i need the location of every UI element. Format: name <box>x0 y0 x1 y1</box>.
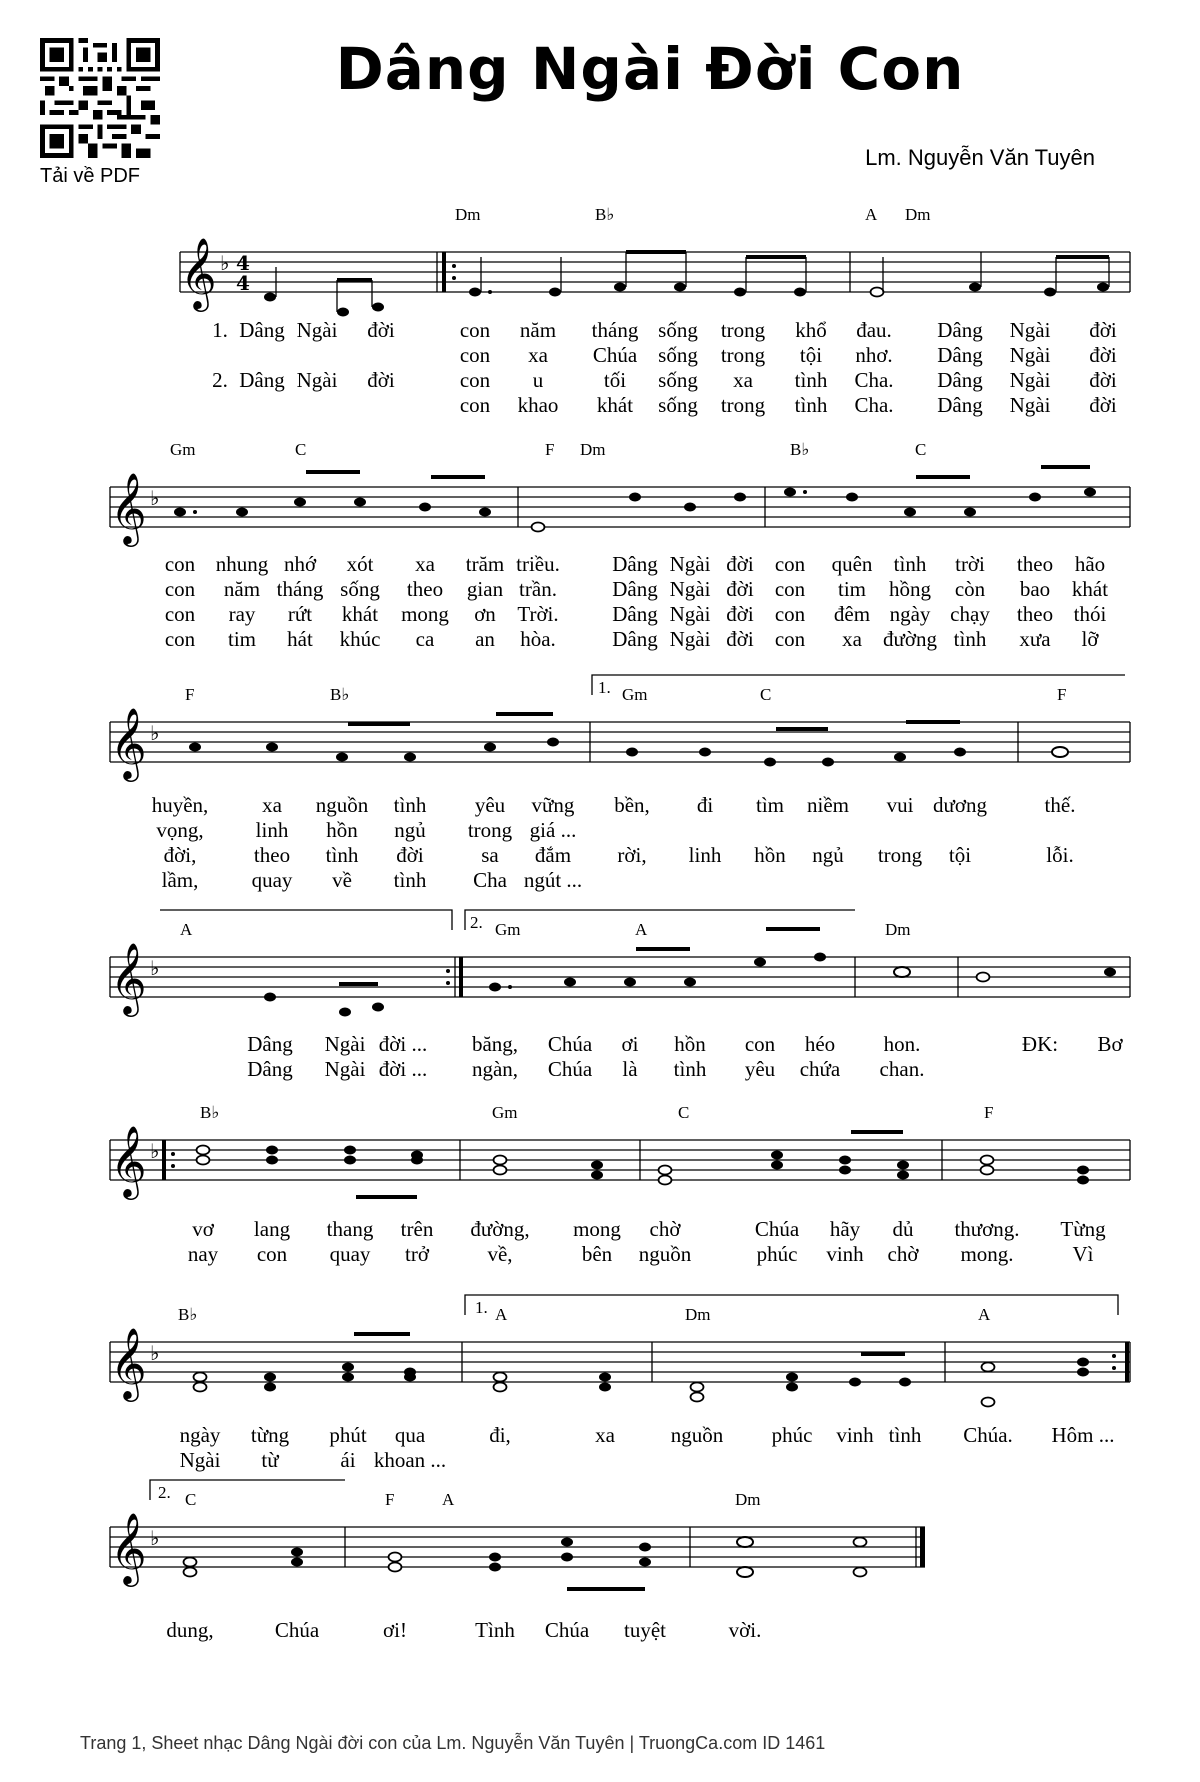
lyric-syllable: nhung <box>215 552 269 576</box>
lyric-syllable: nguồn <box>670 1423 724 1447</box>
lyric-syllable: khát <box>596 393 634 417</box>
lyric-syllable: 2. <box>212 368 228 392</box>
lyric-syllable: chan. <box>879 1057 925 1081</box>
svg-text:♭: ♭ <box>150 1341 160 1365</box>
lyric-syllable: về, <box>487 1242 513 1266</box>
lyric-syllable: dủ <box>892 1217 914 1241</box>
svg-text:𝄞: 𝄞 <box>110 1124 147 1197</box>
lyric-syllable: Dâng <box>247 1032 293 1056</box>
lyric-syllable: con <box>459 393 491 417</box>
volta-2-label: 2. <box>158 1483 171 1502</box>
lyric-syllable: vui <box>886 793 914 817</box>
lyric-syllable: đường, <box>470 1217 530 1241</box>
lyric-syllable: đời <box>1089 318 1117 342</box>
lyric-syllable: niềm <box>807 793 849 817</box>
lyric-syllable: xót <box>346 552 374 576</box>
lyric-syllable: ngàn, <box>471 1057 519 1081</box>
lyric-syllable: con <box>774 552 806 576</box>
lyric-syllable: qua <box>394 1423 426 1447</box>
svg-text:𝄞: 𝄞 <box>110 941 147 1014</box>
lyric-syllable: con <box>459 318 491 342</box>
lyric-syllable: đời <box>396 843 424 867</box>
chord-symbol: Dm <box>885 920 911 939</box>
lyric-syllable: bền, <box>614 793 650 817</box>
svg-text:𝄞: 𝄞 <box>110 1511 147 1584</box>
lyric-syllable: nguồn <box>315 793 369 817</box>
lyric-syllable: xa <box>528 343 548 367</box>
music-system-4 <box>0 905 1200 1095</box>
qr-download-label[interactable]: Tải về PDF <box>40 165 141 187</box>
lyric-syllable: trời <box>955 552 985 576</box>
lyric-syllable: vinh <box>836 1423 874 1447</box>
chord-symbol: B♭ <box>790 440 810 459</box>
lyric-syllable: chạy <box>950 602 990 626</box>
lyric-syllable: đời <box>1089 393 1117 417</box>
lyric-syllable: trên <box>400 1217 434 1241</box>
lyric-syllable: huyền, <box>151 793 209 817</box>
lyric-syllable: Cha. <box>854 393 894 417</box>
lyric-syllable: trong <box>467 818 513 842</box>
lyric-syllable: sa <box>481 843 499 867</box>
lyric-syllable: chờ <box>887 1242 919 1266</box>
chord-symbol: F <box>984 1103 994 1122</box>
lyric-syllable: ray <box>228 602 256 626</box>
lyric-syllable: Dâng <box>612 602 658 626</box>
chord-symbol: C <box>760 685 772 704</box>
lyric-syllable: tội <box>799 343 823 367</box>
svg-text:4: 4 <box>236 251 250 275</box>
lyric-syllable: quay <box>251 868 293 892</box>
lyric-syllable: đi, <box>489 1423 511 1447</box>
lyric-syllable: trong <box>720 343 766 367</box>
chord-symbol: Dm <box>735 1490 761 1509</box>
lyric-syllable: Chúa <box>274 1618 320 1642</box>
lyric-syllable: nhơ. <box>855 343 893 367</box>
lyric-syllable: Ngài <box>669 552 711 576</box>
svg-text:♭: ♭ <box>150 721 160 745</box>
svg-text:♭: ♭ <box>150 956 160 980</box>
chord-symbol: A <box>978 1305 991 1324</box>
lyric-syllable: ơi! <box>383 1618 407 1642</box>
chord-symbol: F <box>545 440 555 459</box>
lyric-syllable: sống <box>340 577 380 601</box>
chord-symbol: Dm <box>580 440 606 459</box>
svg-text:𝄞: 𝄞 <box>110 471 147 544</box>
lyric-syllable: Ngài <box>324 1057 366 1081</box>
lyric-syllable: thang <box>326 1217 374 1241</box>
lyric-syllable: đi <box>696 793 714 817</box>
lyric-syllable: Ngài <box>1009 318 1051 342</box>
svg-text:𝄞: 𝄞 <box>110 706 147 779</box>
lyric-syllable: Dâng <box>239 368 285 392</box>
lyric-syllable: dung, <box>166 1618 214 1642</box>
lyric-syllable: nguồn <box>638 1242 692 1266</box>
lyric-syllable: đường <box>883 627 937 651</box>
lyric-syllable: tội <box>948 843 972 867</box>
lyric-syllable: theo <box>406 577 444 601</box>
lyric-syllable: linh <box>688 843 722 867</box>
lyric-syllable: con <box>164 627 196 651</box>
lyric-syllable: đời <box>726 577 754 601</box>
lyric-syllable: tình <box>393 793 427 817</box>
lyric-syllable: ngút ... <box>523 868 583 892</box>
lyric-syllable: héo <box>804 1032 836 1056</box>
lyric-syllable: ca <box>415 627 435 651</box>
lyric-syllable: đời, <box>163 843 197 867</box>
lyric-syllable: vinh <box>826 1242 864 1266</box>
lyric-syllable: tháng <box>276 577 324 601</box>
lyric-syllable: Chúa <box>754 1217 800 1241</box>
lyric-syllable: khoan ... <box>373 1448 447 1472</box>
svg-text:♭: ♭ <box>150 1526 160 1550</box>
lyric-syllable: sống <box>658 318 698 342</box>
chord-symbol: Gm <box>622 685 648 704</box>
lyric-syllable: con <box>164 552 196 576</box>
lyric-syllable: lỗi. <box>1046 843 1074 867</box>
lyric-syllable: lỡ <box>1081 627 1099 651</box>
lyric-syllable: dương <box>933 793 987 817</box>
lyric-syllable: đời ... <box>378 1032 428 1056</box>
lyric-syllable: từng <box>250 1423 290 1447</box>
lyric-syllable: bao <box>1019 577 1051 601</box>
lyric-syllable: mong. <box>960 1242 1014 1266</box>
lyric-syllable: tìm <box>755 793 785 817</box>
lyric-syllable: Ngài <box>324 1032 366 1056</box>
svg-text:♭: ♭ <box>150 1139 160 1163</box>
lyric-syllable: con <box>164 577 196 601</box>
lyric-syllable: con <box>774 577 806 601</box>
lyric-syllable: ĐK: <box>1021 1032 1059 1056</box>
lyric-syllable: đời <box>1089 368 1117 392</box>
chord-symbol: F <box>1057 685 1067 704</box>
chord-symbol: F <box>385 1490 395 1509</box>
lyric-syllable: hãy <box>829 1217 861 1241</box>
lyric-syllable: đời ... <box>378 1057 428 1081</box>
lyric-syllable: rời, <box>617 843 647 867</box>
lyric-syllable: Dâng <box>937 318 983 342</box>
lyric-syllable: tim <box>837 577 867 601</box>
lyric-syllable: Ngài <box>1009 343 1051 367</box>
music-system-7 <box>0 1475 1200 1675</box>
lyric-syllable: con <box>744 1032 776 1056</box>
lyric-syllable: phút <box>329 1423 367 1447</box>
lyric-syllable: trăm <box>465 552 505 576</box>
chord-symbol: C <box>915 440 927 459</box>
lyric-syllable: đời <box>726 627 754 651</box>
svg-text:𝄞: 𝄞 <box>110 1326 147 1399</box>
lyric-syllable: ngày <box>889 602 931 626</box>
lyric-syllable: Ngài <box>296 368 338 392</box>
lyric-syllable: u <box>532 368 544 392</box>
lyric-syllable: thế. <box>1044 793 1076 817</box>
lyric-syllable: đời <box>367 318 395 342</box>
lyric-syllable: đời <box>367 368 395 392</box>
lyric-syllable: yêu <box>744 1057 776 1081</box>
lyric-syllable: ngủ <box>812 843 844 867</box>
lyric-syllable: Ngài <box>296 318 338 342</box>
lyric-syllable: Dâng <box>247 1057 293 1081</box>
lyric-syllable: ngủ <box>394 818 426 842</box>
chord-symbol: A <box>635 920 648 939</box>
lyric-syllable: hồn <box>326 818 358 842</box>
lyric-syllable: đời <box>1089 343 1117 367</box>
lyric-syllable: ơi <box>621 1032 639 1056</box>
chord-symbol: A <box>180 920 193 939</box>
lyric-syllable: còn <box>954 577 986 601</box>
svg-text:♭: ♭ <box>150 486 160 510</box>
lyric-syllable: sống <box>658 368 698 392</box>
lyric-syllable: về <box>332 868 352 892</box>
lyric-syllable: Bơ <box>1097 1032 1123 1056</box>
lyric-syllable: Vì <box>1072 1242 1094 1266</box>
lyric-syllable: băng, <box>471 1032 519 1056</box>
lyric-syllable: Từng <box>1060 1217 1106 1241</box>
chord-symbol: A <box>865 205 878 224</box>
lyric-syllable: sống <box>658 393 698 417</box>
lyric-syllable: quay <box>329 1242 371 1266</box>
lyric-syllable: trần. <box>519 577 557 601</box>
lyric-syllable: từ <box>261 1448 279 1472</box>
lyric-syllable: lầm, <box>161 868 199 892</box>
lyric-syllable: linh <box>255 818 289 842</box>
chord-symbol: Gm <box>492 1103 518 1122</box>
lyric-syllable: đau. <box>856 318 892 342</box>
lyric-syllable: nay <box>187 1242 219 1266</box>
lyric-syllable: Chúa. <box>963 1423 1013 1447</box>
lyric-syllable: chứa <box>799 1057 841 1081</box>
lyric-syllable: Ngài <box>669 602 711 626</box>
lyric-syllable: tuyệt <box>624 1618 666 1642</box>
chord-symbol: C <box>678 1103 690 1122</box>
lyric-syllable: trong <box>877 843 923 867</box>
lyric-syllable: nhớ <box>283 552 317 576</box>
lyric-syllable: rứt <box>287 602 313 626</box>
lyric-syllable: tối <box>603 368 627 392</box>
lyric-syllable: khát <box>341 602 379 626</box>
staff-7 <box>0 1475 1200 1595</box>
lyric-syllable: vời. <box>728 1618 762 1642</box>
staff-5 <box>0 1100 1200 1220</box>
lyric-syllable: Cha <box>473 868 507 892</box>
lyric-syllable: trong <box>720 318 766 342</box>
chord-symbol: C <box>295 440 307 459</box>
lyric-syllable: lang <box>253 1217 291 1241</box>
lyric-syllable: con <box>164 602 196 626</box>
volta-1-label: 1. <box>475 1298 488 1317</box>
lyric-syllable: năm <box>223 577 261 601</box>
lyric-syllable: xa <box>262 793 282 817</box>
lyric-syllable: Ngài <box>1009 393 1051 417</box>
lyric-syllable: con <box>774 627 806 651</box>
lyric-syllable: xưa <box>1019 627 1051 651</box>
lyric-syllable: Ngài <box>669 577 711 601</box>
chord-symbol: C <box>185 1490 197 1509</box>
lyric-syllable: Dâng <box>612 627 658 651</box>
chord-symbol: Gm <box>170 440 196 459</box>
lyric-syllable: Hôm ... <box>1051 1423 1115 1447</box>
lyric-syllable: tình <box>888 1423 922 1447</box>
lyric-syllable: xa <box>733 368 753 392</box>
lyric-syllable: ái <box>340 1448 356 1472</box>
lyric-syllable: Chúa <box>544 1618 590 1642</box>
lyric-syllable: hồng <box>889 577 931 601</box>
lyric-syllable: triều. <box>516 552 560 576</box>
lyric-syllable: hão <box>1074 552 1106 576</box>
lyric-syllable: Chúa <box>547 1057 593 1081</box>
page-footer[interactable]: Trang 1, Sheet nhạc Dâng Ngài đời con của Lm. Nguyễn Văn Tuyên | TruongCa.com ID 1461 <box>80 1733 826 1753</box>
lyric-syllable: Dâng <box>937 393 983 417</box>
composer-name: Lm. Nguyễn Văn Tuyên <box>865 145 1095 170</box>
lyric-syllable: giá ... <box>529 818 577 842</box>
svg-text:♭: ♭ <box>220 251 230 275</box>
lyric-syllable: khúc <box>339 627 381 651</box>
lyric-syllable: đêm <box>833 602 871 626</box>
lyric-syllable: Dâng <box>612 552 658 576</box>
lyric-syllable: thói <box>1073 602 1107 626</box>
lyric-syllable: theo <box>1016 602 1054 626</box>
svg-text:𝄞: 𝄞 <box>180 236 217 309</box>
chord-symbol: Dm <box>685 1305 711 1324</box>
lyric-syllable: sống <box>658 343 698 367</box>
lyric-syllable: tình <box>325 843 359 867</box>
lyric-syllable: hon. <box>883 1032 921 1056</box>
lyric-syllable: hồn <box>754 843 786 867</box>
lyric-syllable: gian <box>466 577 504 601</box>
chord-symbol: B♭ <box>330 685 350 704</box>
lyric-syllable: là <box>622 1057 638 1081</box>
lyric-syllable: xa <box>595 1423 615 1447</box>
lyric-syllable: hồn <box>674 1032 706 1056</box>
lyric-syllable: xa <box>842 627 862 651</box>
lyric-syllable: Dâng <box>612 577 658 601</box>
lyric-syllable: trong <box>720 393 766 417</box>
lyric-syllable: thương. <box>954 1217 1020 1241</box>
chord-symbol: B♭ <box>200 1103 220 1122</box>
chord-symbol: Dm <box>905 205 931 224</box>
lyric-syllable: con <box>774 602 806 626</box>
lyric-syllable: trở <box>405 1242 429 1266</box>
chord-symbol: A <box>442 1490 455 1509</box>
chord-symbol: B♭ <box>595 205 615 224</box>
lyric-syllable: Tình <box>475 1618 515 1642</box>
lyric-syllable: ơn <box>474 602 496 626</box>
lyric-syllable: mong <box>401 602 449 626</box>
lyric-syllable: đắm <box>534 843 572 867</box>
lyric-syllable: Dâng <box>937 368 983 392</box>
chord-symbol: B♭ <box>178 1305 198 1324</box>
lyric-syllable: hát <box>287 627 313 651</box>
lyric-syllable: Chúa <box>547 1032 593 1056</box>
lyric-syllable: Ngài <box>179 1448 221 1472</box>
lyric-syllable: tim <box>227 627 257 651</box>
lyric-syllable: tình <box>673 1057 707 1081</box>
lyric-syllable: vọng, <box>156 818 204 842</box>
lyric-syllable: Trời. <box>517 602 559 626</box>
lyric-syllable: con <box>459 368 491 392</box>
lyric-syllable: năm <box>519 318 557 342</box>
lyric-syllable: an <box>475 627 495 651</box>
lyric-syllable: con <box>256 1242 288 1266</box>
lyric-syllable: bên <box>581 1242 613 1266</box>
lyric-syllable: Chúa <box>592 343 638 367</box>
lyric-syllable: hòa. <box>520 627 556 651</box>
chord-symbol: Gm <box>495 920 521 939</box>
lyric-syllable: khát <box>1071 577 1109 601</box>
svg-text:4: 4 <box>236 271 250 295</box>
lyric-syllable: theo <box>253 843 291 867</box>
lyric-syllable: Cha. <box>854 368 894 392</box>
lyric-syllable: tình <box>953 627 987 651</box>
lyric-syllable: khao <box>517 393 559 417</box>
lyric-syllable: theo <box>1016 552 1054 576</box>
chord-symbol: F <box>185 685 195 704</box>
lyric-syllable: vơ <box>192 1217 214 1241</box>
lyric-syllable: đời <box>726 602 754 626</box>
volta-1-label: 1. <box>598 678 611 697</box>
lyric-syllable: tình <box>893 552 927 576</box>
lyric-syllable: phúc <box>756 1242 798 1266</box>
lyric-syllable: Ngài <box>669 627 711 651</box>
lyric-syllable: quên <box>831 552 873 576</box>
lyric-syllable: yêu <box>474 793 506 817</box>
lyric-syllable: đời <box>726 552 754 576</box>
lyric-syllable: vững <box>531 793 575 817</box>
lyric-syllable: tình <box>794 393 828 417</box>
lyric-syllable: Dâng <box>937 343 983 367</box>
chord-symbol: A <box>495 1305 508 1324</box>
chord-symbol: Dm <box>455 205 481 224</box>
lyric-syllable: chờ <box>649 1217 681 1241</box>
lyric-syllable: Ngài <box>1009 368 1051 392</box>
lyric-syllable: con <box>459 343 491 367</box>
lyric-syllable: xa <box>415 552 435 576</box>
lyric-syllable: mong <box>573 1217 621 1241</box>
lyric-syllable: tháng <box>591 318 639 342</box>
lyric-syllable: tình <box>794 368 828 392</box>
lyric-syllable: ngày <box>179 1423 221 1447</box>
volta-2-label: 2. <box>470 913 483 932</box>
lyric-syllable: Dâng <box>239 318 285 342</box>
lyric-syllable: khổ <box>795 318 827 342</box>
lyric-syllable: tình <box>393 868 427 892</box>
lyric-syllable: 1. <box>212 318 228 342</box>
song-title: Dâng Ngài Đời Con <box>335 35 965 103</box>
lyric-syllable: phúc <box>771 1423 813 1447</box>
